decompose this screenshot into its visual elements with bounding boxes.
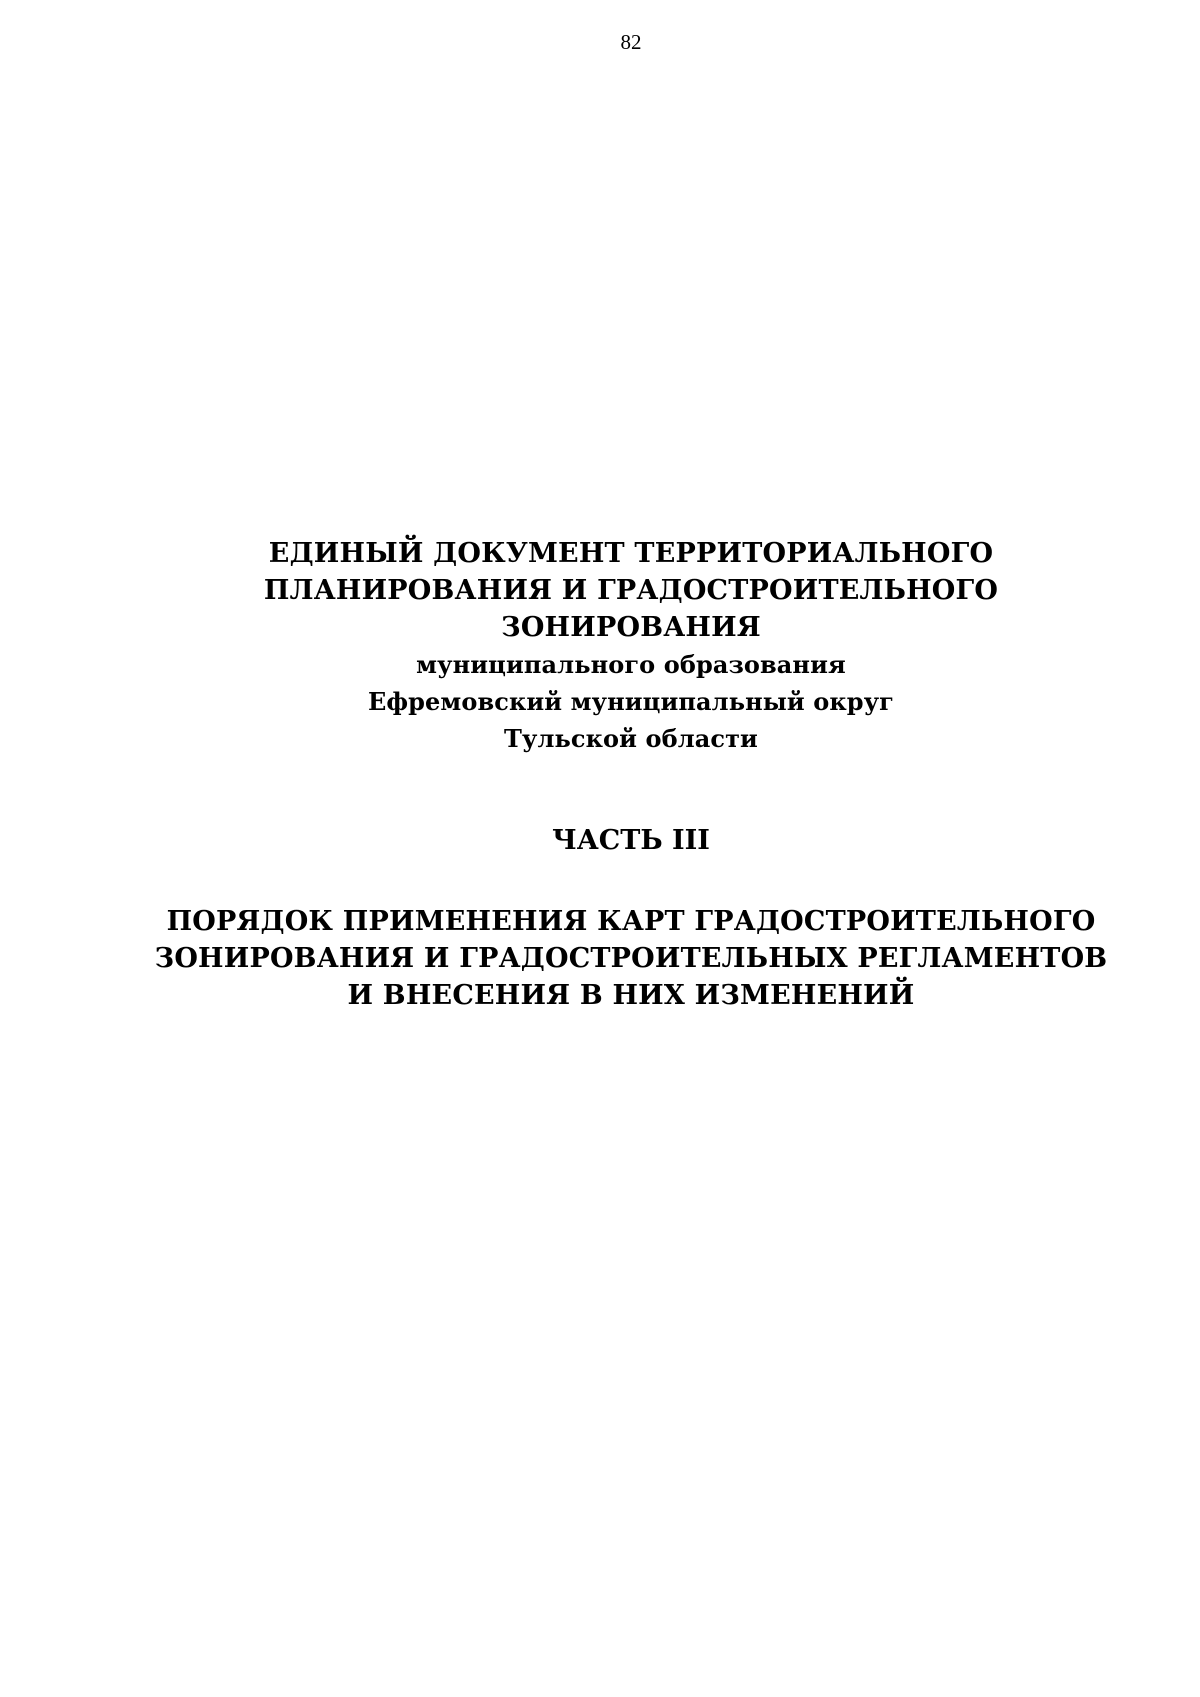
subtitle-line: муниципального образования bbox=[416, 650, 846, 679]
document-title bbox=[0, 535, 1200, 757]
section-title bbox=[0, 903, 1200, 1014]
section-title-line: ЗОНИРОВАНИЯ И ГРАДОСТРОИТЕЛЬНЫХ РЕГЛАМЕНТОВ bbox=[154, 943, 1108, 974]
title-line: ЕДИНЫЙ ДОКУМЕНТ ТЕРРИТОРИАЛЬНОГО bbox=[268, 538, 994, 569]
subtitle-line: Тульской области bbox=[504, 724, 758, 753]
section-title-line: ПОРЯДОК ПРИМЕНЕНИЯ КАРТ ГРАДОСТРОИТЕЛЬНОГО bbox=[166, 906, 1096, 937]
title-line: ЗОНИРОВАНИЯ bbox=[501, 612, 761, 643]
subtitle-line: Ефремовский муниципальный округ bbox=[368, 687, 894, 716]
title-line: ПЛАНИРОВАНИЯ И ГРАДОСТРОИТЕЛЬНОГО bbox=[263, 575, 999, 606]
page-number: 82 bbox=[620, 30, 642, 54]
section-title-line: И ВНЕСЕНИЯ В НИХ ИЗМЕНЕНИЙ bbox=[347, 980, 915, 1011]
part-heading: ЧАСТЬ III bbox=[552, 825, 710, 856]
